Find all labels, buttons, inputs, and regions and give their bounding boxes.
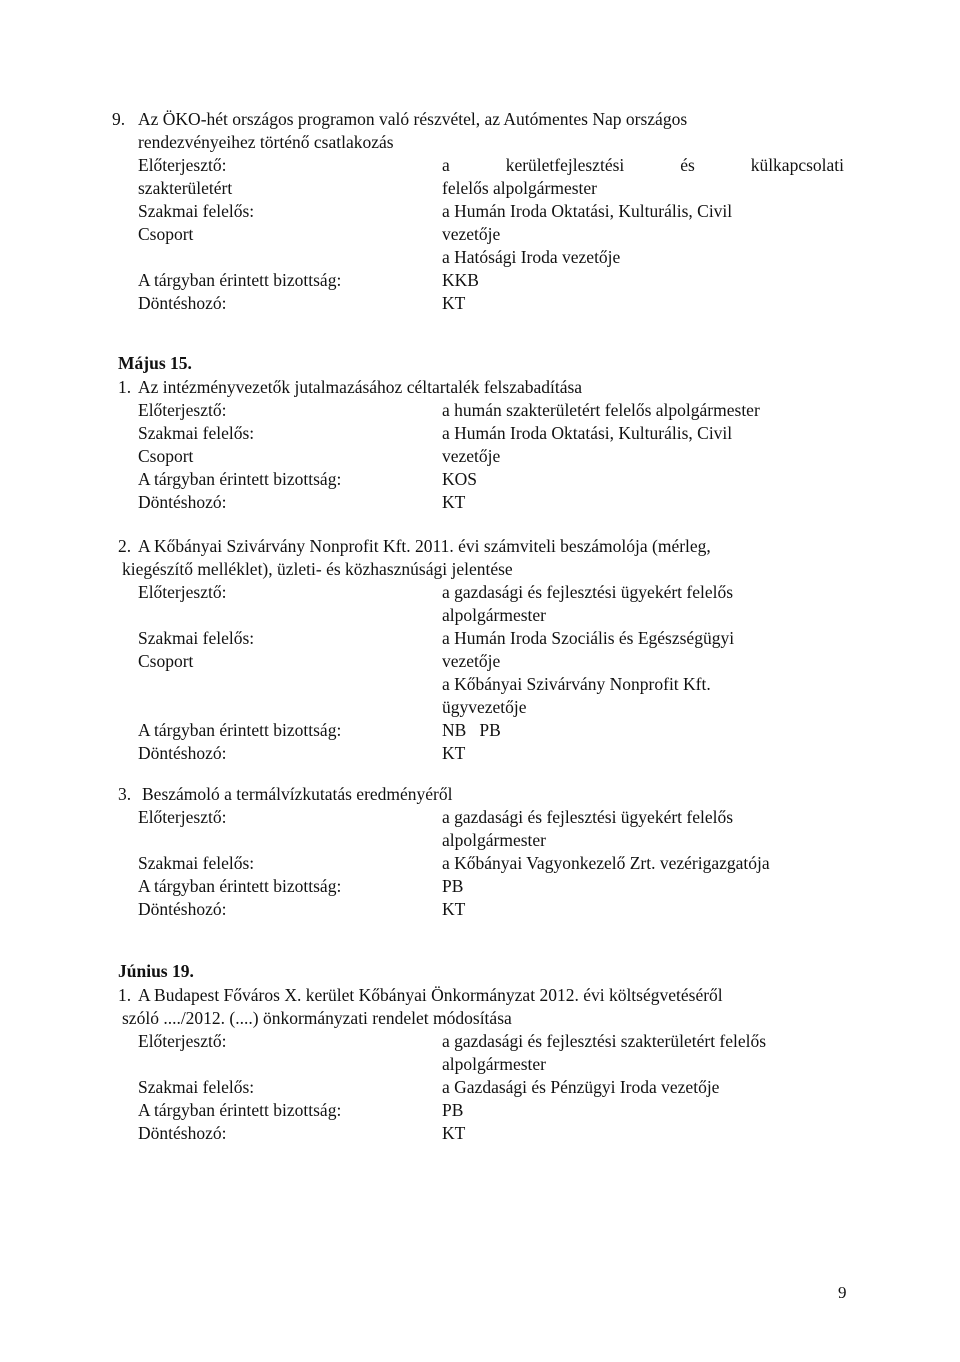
item-title-line: szóló ..../2012. (....) önkormányzati rendelet módosítása <box>122 1008 512 1028</box>
decider-label: Döntéshozó: <box>138 293 227 313</box>
presenter-value-word: a <box>442 155 450 175</box>
responsible-value: a Kőbányai Vagyonkezelő Zrt. vezérigazgatója <box>442 853 770 873</box>
item-title <box>138 108 844 130</box>
presenter-label: Előterjesztő: <box>138 1031 227 1051</box>
responsible-label: Szakmai felelős: <box>138 628 255 648</box>
presenter-label: Előterjesztő: <box>138 155 227 175</box>
committee-value: KKB <box>442 270 479 290</box>
item-number: 1. <box>118 377 132 397</box>
responsible-value: a Gazdasági és Pénzügyi Iroda vezetője <box>442 1077 720 1097</box>
item-title-line: A Kőbányai Szivárvány Nonprofit Kft. 2011. évi számviteli beszámolója (mérleg, <box>138 536 711 556</box>
item-number: 9. <box>112 109 126 129</box>
responsible-label-cont: Csoport <box>138 224 194 244</box>
item-number: 2. <box>118 536 132 556</box>
decider-value: KT <box>442 899 466 919</box>
item-title-line: kiegészítő melléklet), üzleti- és közhasznúsági jelentése <box>122 559 513 579</box>
responsible-value-line: a Humán Iroda Oktatási, Kulturális, Civil <box>442 423 733 443</box>
presenter-label: Előterjesztő: <box>138 582 227 602</box>
responsible-value-line: ügyvezetője <box>442 697 527 717</box>
presenter-value-line: alpolgármester <box>442 1054 546 1074</box>
responsible-value-line: vezetője <box>442 651 501 671</box>
responsible-value-line: a Humán Iroda Oktatási, Kulturális, Civil <box>442 201 733 221</box>
presenter-value <box>442 154 844 176</box>
responsible-value-line: vezetője <box>442 446 501 466</box>
presenter-value-word: külkapcsolati <box>750 155 844 175</box>
section-date: Június 19. <box>118 961 194 981</box>
presenter-value-line: alpolgármester <box>442 605 546 625</box>
item-title-line: A Budapest Főváros X. kerület Kőbányai Önkormányzat 2012. évi költségvetéséről <box>138 985 723 1005</box>
decider-label: Döntéshozó: <box>138 492 227 512</box>
responsible-value-line: a Hatósági Iroda vezetője <box>442 247 621 267</box>
committee-label: A tárgyban érintett bizottság: <box>138 1100 342 1120</box>
item-title: Az intézményvezetők jutalmazásához céltartalék felszabadítása <box>138 377 583 397</box>
committee-value: KOS <box>442 469 478 489</box>
presenter-value-line: felelős alpolgármester <box>442 178 598 198</box>
item-title: Beszámoló a termálvízkutatás eredményéről <box>142 784 453 804</box>
presenter-value-line: alpolgármester <box>442 830 546 850</box>
responsible-value-line: vezetője <box>442 224 501 244</box>
presenter-label-cont: szakterületért <box>138 178 233 198</box>
responsible-label: Szakmai felelős: <box>138 853 255 873</box>
item-title-line: Az ÖKO-hét országos programon való részvétel, az Autómentes Nap országos <box>138 109 688 129</box>
presenter-value-line: a gazdasági és fejlesztési szakterületért felelős <box>442 1031 767 1051</box>
committee-label: A tárgyban érintett bizottság: <box>138 876 342 896</box>
presenter-value: a humán szakterületért felelős alpolgármester <box>442 400 760 420</box>
presenter-value-line: a gazdasági és fejlesztési ügyekért felelős <box>442 582 734 602</box>
committee-label: A tárgyban érintett bizottság: <box>138 720 342 740</box>
presenter-value-word: és <box>680 155 695 175</box>
committee-value: NB PB <box>442 720 501 740</box>
presenter-value-word: kerületfejlesztési <box>505 155 625 175</box>
decider-value: KT <box>442 743 466 763</box>
decider-label: Döntéshozó: <box>138 1123 227 1143</box>
responsible-label-cont: Csoport <box>138 651 194 671</box>
presenter-value-line: a gazdasági és fejlesztési ügyekért felelős <box>442 807 734 827</box>
responsible-value-line: a Kőbányai Szivárvány Nonprofit Kft. <box>442 674 711 694</box>
committee-label: A tárgyban érintett bizottság: <box>138 270 342 290</box>
decider-value: KT <box>442 492 466 512</box>
decider-value: KT <box>442 1123 466 1143</box>
responsible-label-cont: Csoport <box>138 446 194 466</box>
committee-value: PB <box>442 1100 464 1120</box>
responsible-label: Szakmai felelős: <box>138 1077 255 1097</box>
page-number: 9 <box>838 1283 847 1302</box>
decider-value: KT <box>442 293 466 313</box>
responsible-label: Szakmai felelős: <box>138 423 255 443</box>
presenter-label: Előterjesztő: <box>138 400 227 420</box>
item-number: 1. <box>118 985 132 1005</box>
committee-value: PB <box>442 876 464 896</box>
committee-label: A tárgyban érintett bizottság: <box>138 469 342 489</box>
item-number: 3. <box>118 784 132 804</box>
decider-label: Döntéshozó: <box>138 899 227 919</box>
decider-label: Döntéshozó: <box>138 743 227 763</box>
responsible-label: Szakmai felelős: <box>138 201 255 221</box>
presenter-label: Előterjesztő: <box>138 807 227 827</box>
item-title-line: rendezvényeihez történő csatlakozás <box>138 132 394 152</box>
section-date: Május 15. <box>118 353 192 373</box>
responsible-value-line: a Humán Iroda Szociális és Egészségügyi <box>442 628 735 648</box>
